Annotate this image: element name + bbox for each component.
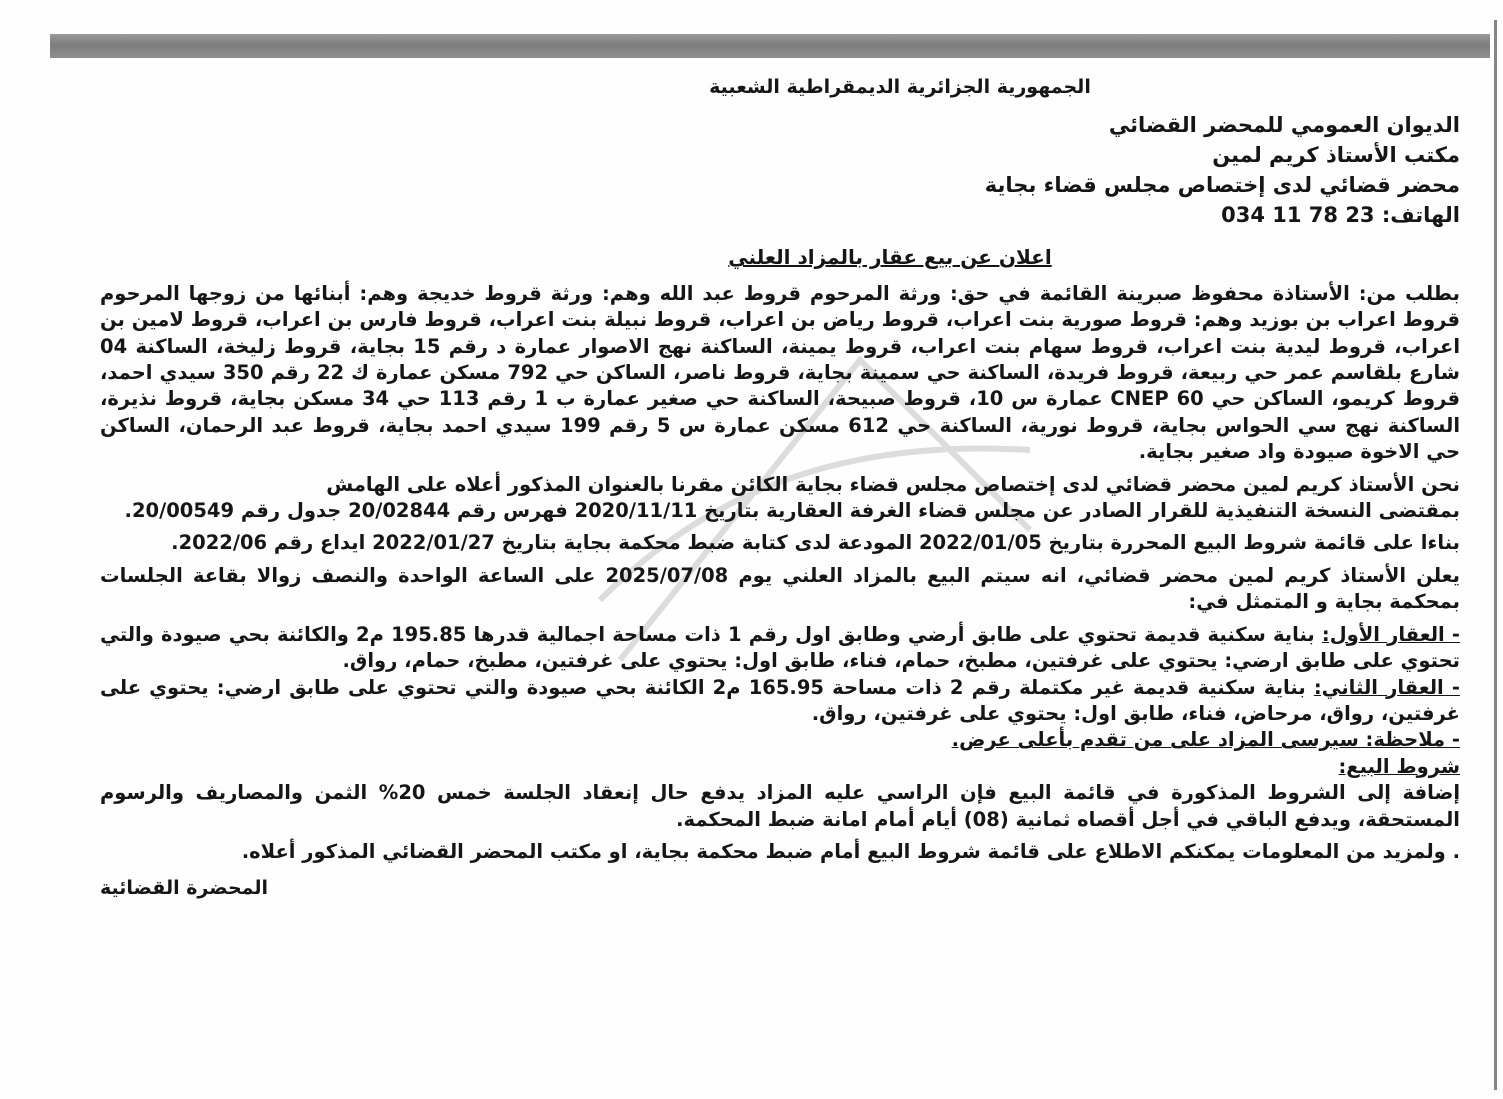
pursuant-paragraph: بمقتضى النسخة التنفيذية للقرار الصادر عن مجلس قضاء الغرفة العقارية بتاريخ 2020/11/11 فهرس رقم 20/02844 جدول رقم 20/00549. xyxy=(124,499,1460,523)
scan-right-edge xyxy=(1494,20,1497,1090)
sale-announcement-paragraph: يعلن الأستاذ كريم لمين محضر قضائي، انه سيتم البيع بالمزاد العلني يوم 2025/07/08 على الساعة الواحدة والنصف زوالا بقاعة الجلسات بمحكمة بجاية و المتمثل في: xyxy=(100,563,1460,614)
bureau-name: مكتب الأستاذ كريم لمين xyxy=(1212,143,1460,168)
bailiff-paragraph: نحن الأستاذ كريم لمين محضر قضائي لدى إختصاص مجلس قضاء بجاية الكائن مقرنا بالعنوان المذكور أعلاه على الهامش xyxy=(326,472,1460,496)
signature: المحضرة القضائية xyxy=(100,877,269,900)
based-paragraph: بناءا على قائمة شروط البيع المحررة بتاريخ 2022/01/05 المودعة لدى كتابة ضبط محكمة بجاية بتاريخ 2022/01/27 ايداع رقم 2022/06. xyxy=(171,531,1460,555)
property-1-label: - العقار الأول: xyxy=(1321,622,1460,646)
conditions-paragraph: إضافة إلى الشروط المذكورة في قائمة البيع فإن الراسي عليه المزاد يدفع حال إنعقاد الجلسة خمس 20% الثمن والمصاريف والرسوم المستحقة، ويدفع الباقي في أجل أقصاه ثمانية (08) أيام أمام امانة ضبط المحكمة. xyxy=(100,781,1460,831)
request-paragraph: بطلب من: الأستاذة محفوظ صبرينة القائمة في حق: ورثة المرحوم قروط عبد الله وهم: ورثة قروط خديجة وهم: أبنائها من زوجها المرحوم قروط اعراب بن بوزيد وهم: قروط صورية بنت اعراب، قروط رياض بن اعراب، قروط نبيلة بنت اعراب، قروط فارس بن اعراب، قروط لامين بن اعراب، قروط ليدية بنت اعراب، قروط سهام بنت اعراب، قروط يمينة، الساكنة نهج الاصوار عمارة د رقم 15 بجاية، قروط زليخة، الساكنة 04 شارع بلقاسم عمر حي ربيعة، قروط فريدة، الساكنة حي سمينة بجاية، قروط ناصر، الساكن حي 792 مسكن عمارة ك 22 رقم 350 سيدي احمد، قروط كريمو، الساكن حي CNEP 60 عمارة س 10، قروط صبيحة، الساكنة حي صغير عمارة ب 1 رقم 113 حي 34 مسكن بجاية، قروط نذيرة، الساكنة نهج سي الحواس بجاية، قروط نورية، الساكنة حي 612 مسكن عمارة س 5 رقم 199 سيدي احمد بجاية، قروط عبد الرحمان، الساكن حي الاخوة صيودة واد صغير بجاية. xyxy=(100,281,1461,464)
property-2-label: - العقار الثاني: xyxy=(1313,675,1460,699)
property-1-description: بناية سكنية قديمة تحتوي على طابق أرضي وطابق اول رقم 1 ذات مساحة اجمالية قدرها 195.85 م2 والكائنة بحي صيودة والتي تحتوي على طابق ارضي: يحتوي على غرفتين، مطبخ، حمام، فناء، طابق اول: يحتوي على غرفتين، مطبخ، حمام، رواق. xyxy=(100,622,1460,673)
property-1-paragraph xyxy=(100,622,1460,675)
announcement-document xyxy=(100,74,1460,1084)
property-2-description: بناية سكنية قديمة غير مكتملة رقم 2 ذات مساحة 165.95 م2 الكائنة بحي صيودة والتي تحتوي على طابق ارضي: يحتوي على غرفتين، رواق، مرحاض، فناء، طابق اول: يحتوي على غرفتين، رواق. xyxy=(100,675,1460,725)
phone-label: الهاتف: xyxy=(1381,203,1460,228)
republic-title: الجمهورية الجزائرية الديمقراطية الشعبية xyxy=(709,76,1091,98)
phone-number: 034 11 78 23 xyxy=(1221,203,1375,228)
phone-line xyxy=(100,200,1460,230)
office-name: الديوان العمومي للمحضر القضائي xyxy=(1108,113,1460,138)
info-paragraph: . ولمزيد من المعلومات يمكنكم الاطلاع على قائمة شروط البيع أمام ضبط محكمة بجاية، او مكتب المحضر القضائي المذكور أعلاه. xyxy=(241,839,1460,863)
scan-top-bar xyxy=(50,34,1490,58)
jurisdiction-line: محضر قضائي لدى إختصاص مجلس قضاء بجاية xyxy=(984,173,1460,198)
property-2-paragraph xyxy=(100,675,1460,728)
note-line: - ملاحظة: سيرسى المزاد على من تقدم بأعلى عرض. xyxy=(951,728,1460,752)
announcement-title: اعلان عن بيع عقار بالمزاد العلني xyxy=(728,245,1052,270)
conditions-heading: شروط البيع: xyxy=(1338,754,1460,778)
